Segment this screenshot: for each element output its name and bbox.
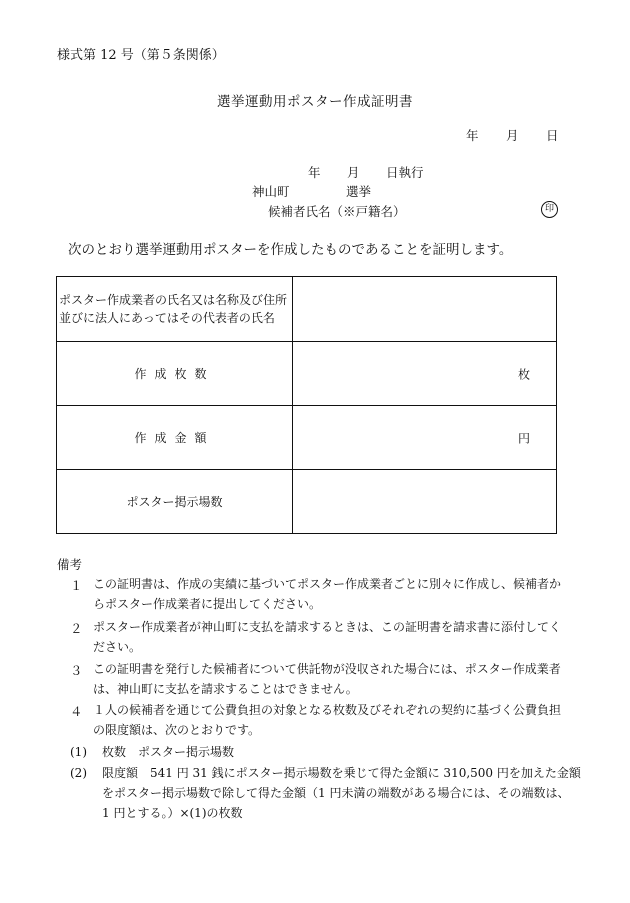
quantity-unit: 枚 bbox=[517, 367, 530, 381]
subnote-2-line3: 1 円とする。）×(1)の枚数 bbox=[102, 806, 243, 820]
table-row bbox=[57, 406, 557, 470]
subnote-2-line2: をポスター掲示場数で除して得た金額（1 円未満の端数がある場合には、その端数は、 bbox=[102, 786, 570, 800]
subnote-1-text: 枚数 ポスター掲示場数 bbox=[102, 745, 235, 759]
quantity-label: 作成枚数 bbox=[57, 342, 293, 406]
maker-name-label-line2: 並びに法人にあってはその代表者の氏名 bbox=[59, 311, 275, 325]
note-1-line2: らポスター作成業者に提出してください。 bbox=[93, 597, 322, 611]
form-number: 様式第 12 号（第５条関係） bbox=[57, 48, 225, 63]
amount-field[interactable] bbox=[293, 406, 557, 470]
table-row bbox=[57, 470, 557, 534]
note-3-line1: この証明書を発行した候補者について供託物が没収された場合には、ポスター作成業者 bbox=[93, 662, 561, 676]
quantity-field[interactable] bbox=[293, 342, 557, 406]
maker-name-label bbox=[57, 277, 293, 342]
subnote-2-line1: 限度額 541 円 31 銭にポスター掲示場数を乗じて得た金額に 310,500 円を加えた金額 bbox=[102, 766, 581, 780]
candidate-name-label: 候補者氏名（※戸籍名） bbox=[268, 204, 406, 219]
date-year-label: 年 bbox=[466, 128, 479, 143]
note-4-line1: １人の候補者を通じて公費負担の対象となる枚数及びそれぞれの契約に基づく公費負担 bbox=[93, 703, 562, 717]
notes-heading: 備考 bbox=[57, 557, 83, 572]
election-month-label: 月 bbox=[347, 165, 360, 180]
seal-mark: 印 bbox=[541, 201, 558, 218]
maker-name-field[interactable] bbox=[293, 277, 557, 342]
amount-label: 作成金額 bbox=[57, 406, 293, 470]
date-day-label: 日 bbox=[546, 128, 559, 143]
election-day-exec-label: 日執行 bbox=[386, 165, 424, 180]
election-label: 選挙 bbox=[346, 184, 372, 199]
subnote-1-number: (1) bbox=[70, 745, 87, 759]
note-4-number: ４ bbox=[70, 704, 83, 719]
date-month-label: 月 bbox=[506, 128, 519, 143]
election-year-label: 年 bbox=[308, 165, 321, 180]
note-2-number: ２ bbox=[70, 621, 83, 636]
maker-name-label-line1: ポスター作成業者の氏名又は名称及び住所 bbox=[59, 293, 288, 307]
certification-statement: 次のとおり選挙運動用ポスターを作成したものであることを証明します。 bbox=[68, 242, 513, 258]
table-row bbox=[57, 342, 557, 406]
town-name: 神山町 bbox=[252, 184, 290, 199]
note-4-line2: の限度額は、次のとおりです。 bbox=[93, 723, 261, 737]
document-title: 選挙運動用ポスター作成証明書 bbox=[217, 94, 413, 110]
note-2-line2: ださい。 bbox=[93, 640, 142, 654]
note-1-number: １ bbox=[70, 578, 83, 593]
note-3-line2: は、神山町に支払を請求することはできません。 bbox=[93, 682, 358, 696]
note-3-number: ３ bbox=[70, 663, 83, 678]
subnote-2-number: (2) bbox=[70, 766, 87, 780]
poster-sites-field[interactable] bbox=[293, 470, 557, 534]
table-row bbox=[57, 277, 557, 342]
note-1-line1: この証明書は、作成の実績に基づいてポスター作成業者ごとに別々に作成し、候補者か bbox=[93, 577, 562, 591]
note-2-line1: ポスター作成業者が神山町に支払を請求するときは、この証明書を請求書に添付してく bbox=[93, 620, 562, 634]
poster-sites-label: ポスター掲示場数 bbox=[57, 470, 293, 534]
amount-unit: 円 bbox=[517, 431, 530, 445]
certificate-table bbox=[56, 276, 557, 534]
